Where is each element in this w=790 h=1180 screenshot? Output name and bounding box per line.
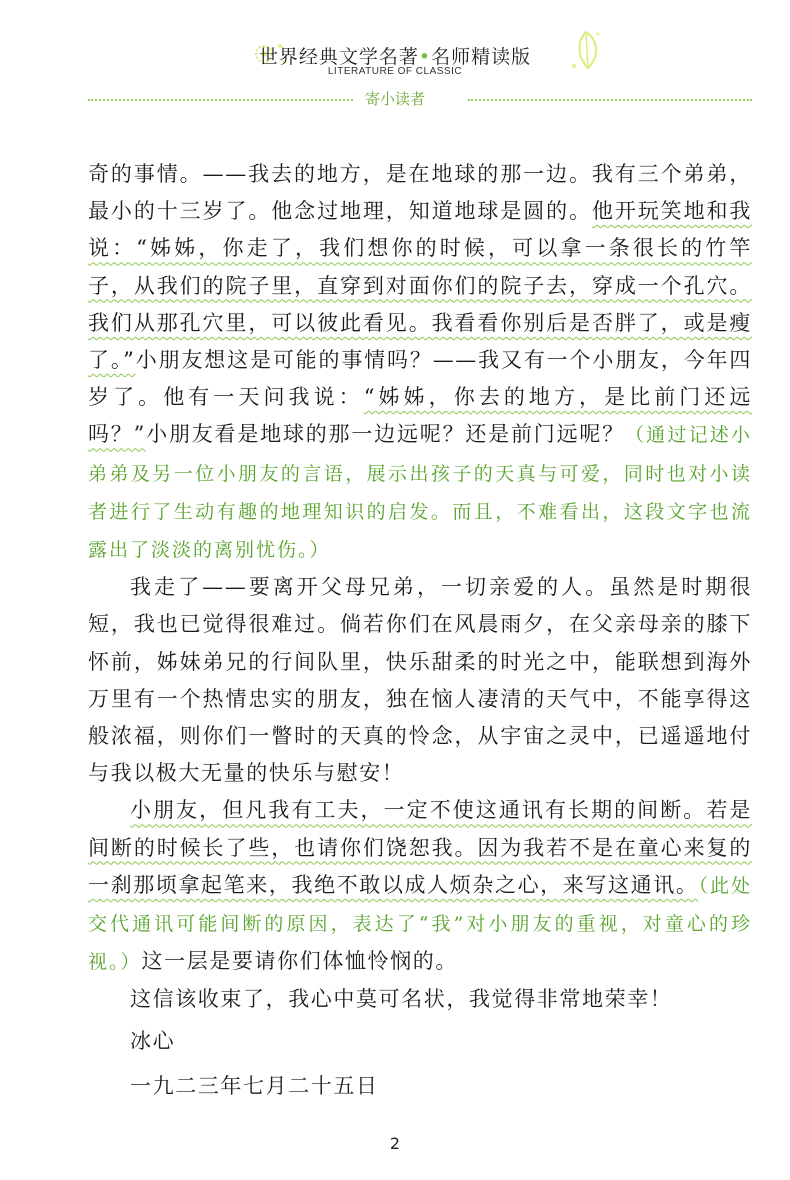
paragraph [88,569,752,792]
text-segment: 小朋友想这是可能的事情吗？——我又有一个小朋友，今年四岁了。他有一天问我说： [88,348,752,410]
text-segment: 这信该收束了，我心中莫可名状，我觉得非常地荣幸！ [130,987,673,1012]
paragraph [88,981,752,1018]
series-subtitle: LITERATURE OF CLASSIC [327,66,463,77]
text-segment: 我走了——要离开父母兄弟，一切亲爱的人。虽然是时期很短，我也已觉得很难过。倘若你们在风晨雨夕，在父亲母亲的膝下怀前，姊妹弟兄的行间队里，快乐甜柔的时光之中，能联想到海外万里有一个热情忠实的朋友，独在恼人凄清的天气中，不能享得这般浓福，则你们一瞥时的天真的怜念，从宇宙之灵中，已遥遥地付与我以极大无量的快乐与慰安！ [88,575,752,786]
text-segment: 奇的事情。——我去的地方，是在地球的那一边。我有三个弟弟，最小的十三岁了。他念过地理，知道地球是圆的。 [88,162,752,224]
page-number: 2 [389,1134,401,1153]
underlined-passage: 小朋友，但凡我有工夫，一定不使这通讯有长期的间断。若是间断的时候长了些，也请你们饶恕我。因为我若不是在童心来复的一刹那顷拿起笔来，我绝不敢以成人烦杂之心，来写这通讯。 [88,798,752,897]
article-body [88,156,752,1105]
text-segment: 小朋友看是地球的那一边远呢？还是前门远呢？ [145,422,625,447]
signature-date: 一九二三年七月二十五日 [130,1073,379,1098]
annotation-note: （此处交代通讯可能间断的原因，表达了“我”对小朋友的重视，对童心的珍视。） [88,874,752,974]
series-title-text: 世界经典文学名著 [258,46,419,68]
section-label [0,88,790,109]
text-segment: 这一层是要请你们体恤怜悯的。 [141,949,458,974]
series-dot: • [418,46,432,68]
signature-author: 冰心 [130,1028,176,1053]
underlined-passage: 他开玩笑地和我说：“姊姊，你走了，我们想你的时候，可以拿一条很长的竹竿子，从我们的院子里，直穿到对面你们的院子去，穿成一个孔穴。我们从那孔穴里，可以彼此看见。我看看你别后是否胖了，或是瘦了。” [88,199,752,373]
paragraph [88,156,752,569]
series-title [0,42,790,69]
underlined-passage: “姊姊，你去的地方，是比前门还远吗？” [88,385,752,447]
annotation-note: （通过记述小弟弟及另一位小朋友的言语，展示出孩子的天真与可爱，同时也对小读者进行了生动有趣的地理知识的启发。而且，不难看出，这段文字也流露出了淡淡的离别忧伤。） [88,424,752,562]
series-edition: 名师精读版 [431,46,532,68]
page-header [0,0,790,110]
paragraph [88,792,752,981]
section-label-text: 寄小读者 [355,90,435,108]
